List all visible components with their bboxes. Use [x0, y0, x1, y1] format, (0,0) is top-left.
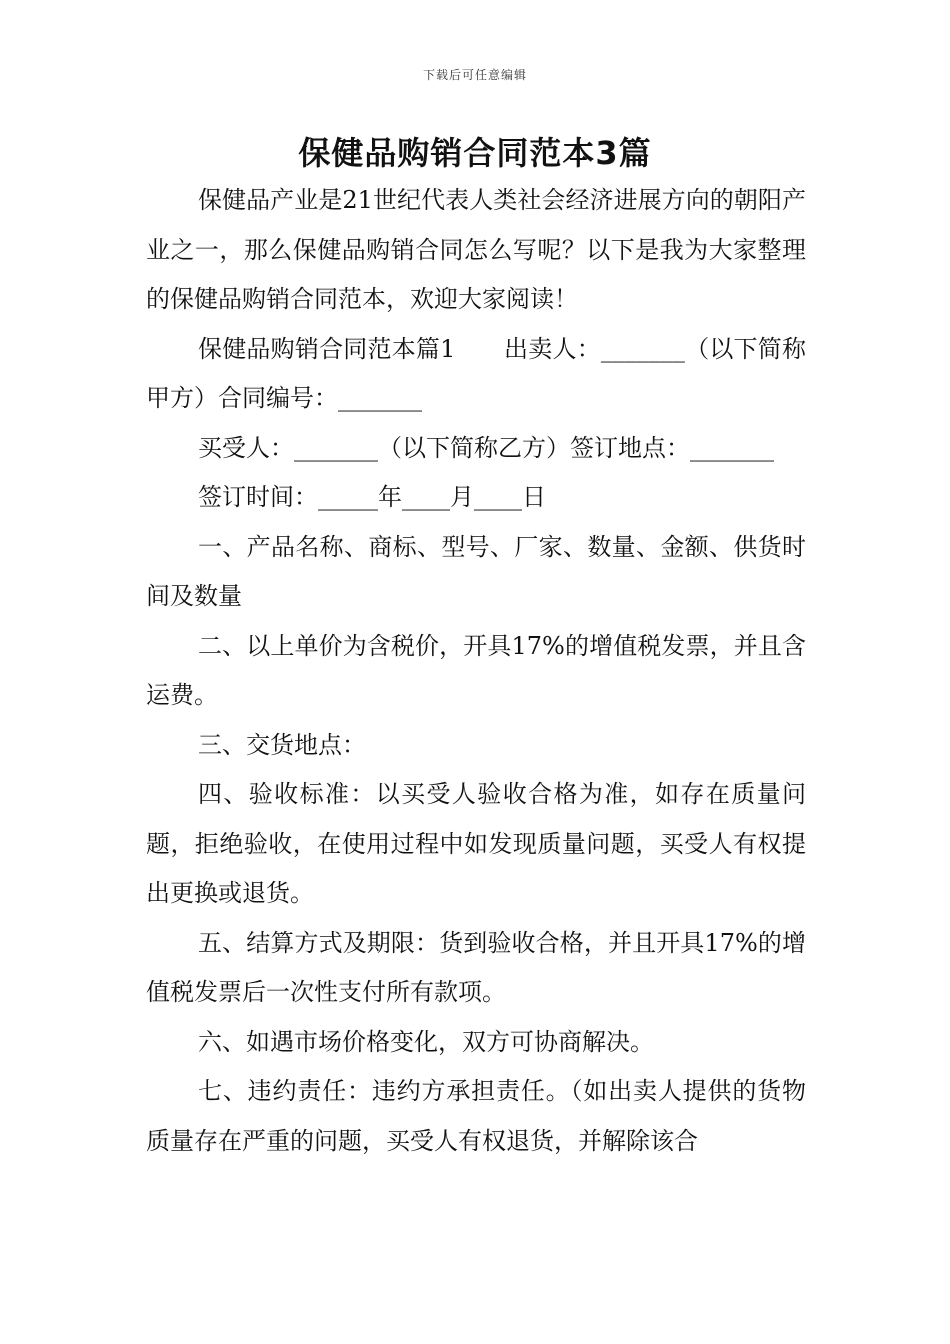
- paragraph-clause-4: 四、验收标准：以买受人验收合格为准，如存在质量问题，拒绝验收，在使用过程中如发现质量问题，买受人有权提出更换或退货。: [146, 780, 806, 907]
- paragraph-clause-7: 七、违约责任：违约方承担责任。（如出卖人提供的货物质量存在严重的问题，买受人有权退货，并解除该合: [146, 1077, 806, 1155]
- paragraph-seller: 保健品购销合同范本篇1 出卖人：_______（以下简称甲方）合同编号：_______: [146, 334, 806, 412]
- header-note: 下载后可任意编辑: [422, 68, 527, 82]
- paragraph-clause-2: 二、以上单价为含税价，开具17%的增值税发票，并且含运费。: [146, 631, 806, 709]
- paragraph-buyer: 买受人：_______（以下简称乙方）签订地点：_______: [198, 433, 774, 462]
- document-title: 保健品购销合同范本3篇: [298, 134, 652, 172]
- document-body: [146, 176, 806, 1166]
- paragraph-sign-date: 签订时间：_____年____月____日: [198, 483, 546, 511]
- paragraph-clause-6: 六、如遇市场价格变化，双方可协商解决。: [198, 1027, 654, 1056]
- paragraph-clause-5: 五、结算方式及期限：货到验收合格，并且开具17%的增值税发票后一次性支付所有款项。: [146, 928, 806, 1006]
- paragraph-clause-1: 一、产品名称、商标、型号、厂家、数量、金额、供货时间及数量: [146, 532, 806, 610]
- paragraph-clause-3: 三、交货地点：: [198, 730, 366, 759]
- paragraph-intro: 保健品产业是21世纪代表人类社会经济进展方向的朝阳产业之一，那么保健品购销合同怎么写呢？以下是我为大家整理的保健品购销合同范本，欢迎大家阅读！: [146, 186, 806, 313]
